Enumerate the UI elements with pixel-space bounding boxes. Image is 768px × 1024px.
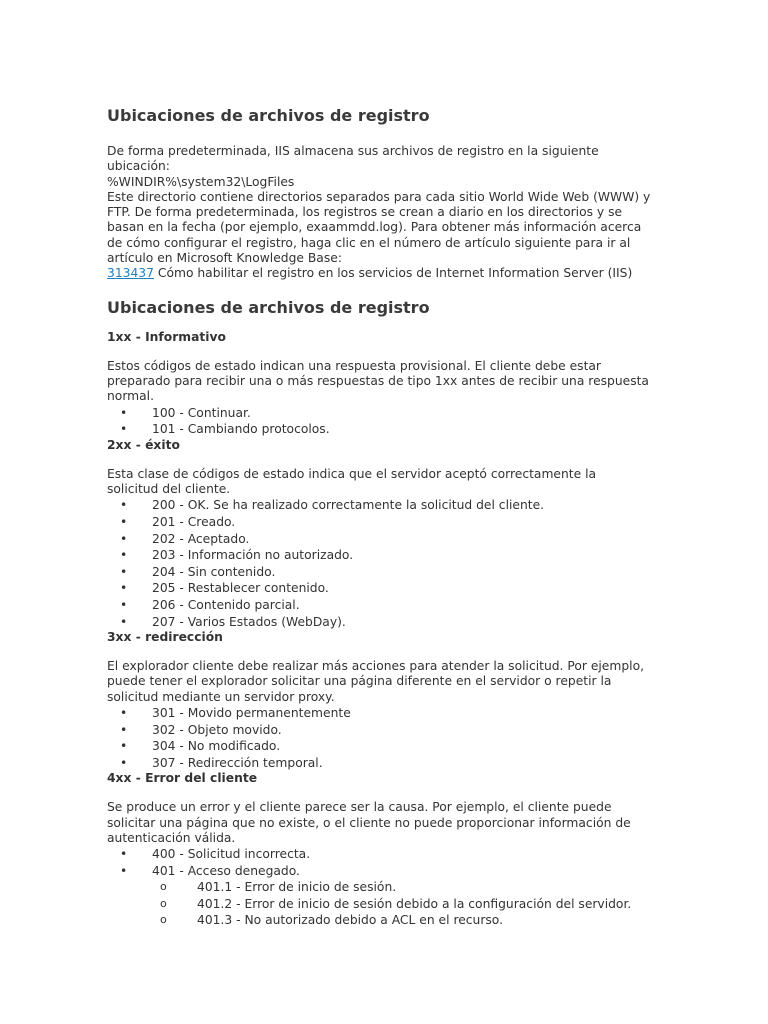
bullet: • bbox=[120, 514, 128, 529]
bullet: • bbox=[120, 739, 128, 754]
section-title-log-locations: Ubicaciones de archivos de registro bbox=[107, 106, 430, 125]
group-desc-line: solicitud mediante un servidor proxy. bbox=[107, 689, 335, 704]
bullet: • bbox=[120, 498, 128, 513]
sub-bullet: o bbox=[160, 880, 167, 894]
group-heading-2xx: 2xx - éxito bbox=[107, 437, 180, 452]
paragraph-line: de cómo configurar el registro, haga clic en el número de artículo siguiente para ir al bbox=[107, 235, 631, 250]
bullet: • bbox=[120, 581, 128, 596]
group-desc-line: solicitar una página que no existe, o el cliente no puede proporcionar información de bbox=[107, 815, 631, 830]
list-item: • 304 - No modificado. bbox=[120, 739, 281, 754]
bullet: • bbox=[120, 564, 128, 579]
list-item: • 307 - Redirección temporal. bbox=[120, 755, 323, 770]
paragraph-line: artículo en Microsoft Knowledge Base: bbox=[107, 251, 342, 266]
bullet: • bbox=[120, 405, 128, 420]
paragraph-line: basan en la fecha (por ejemplo, exaammdd.log). Para obtener más información acerca bbox=[107, 220, 642, 235]
group-desc-line: Esta clase de códigos de estado indica que el servidor aceptó correctamente la bbox=[107, 466, 597, 481]
group-desc-line: solicitud del cliente. bbox=[107, 482, 231, 497]
paragraph-line: FTP. De forma predeterminada, los registros se crean a diario en los directorios y se bbox=[107, 205, 623, 220]
list-item: • 101 - Cambiando protocolos. bbox=[120, 422, 330, 437]
list-item: • 205 - Restablecer contenido. bbox=[120, 581, 329, 596]
list-item: • 200 - OK. Se ha realizado correctamente la solicitud del cliente. bbox=[120, 498, 545, 513]
bullet: • bbox=[120, 548, 128, 563]
sub-list-item: o 401.1 - Error de inicio de sesión. bbox=[160, 880, 397, 895]
group-heading-3xx: 3xx - redirección bbox=[107, 630, 223, 645]
group-heading-4xx: 4xx - Error del cliente bbox=[107, 771, 258, 786]
sub-list-item: o 401.3 - No autorizado debido a ACL en el recurso. bbox=[160, 912, 504, 927]
bullet: • bbox=[120, 755, 128, 770]
list-item: • 207 - Varios Estados (WebDay). bbox=[120, 614, 346, 629]
bullet: • bbox=[120, 614, 128, 629]
group-desc-line: normal. bbox=[107, 389, 154, 404]
bullet: • bbox=[120, 847, 128, 862]
status-list-3xx bbox=[107, 705, 667, 771]
sub-bullet: o bbox=[160, 896, 167, 910]
group-heading-1xx: 1xx - Informativo bbox=[107, 329, 226, 344]
paragraph-line: ubicación: bbox=[107, 159, 170, 174]
list-item: • 301 - Movido permanentemente bbox=[120, 705, 351, 720]
paragraph-line: De forma predeterminada, IIS almacena sus archivos de registro en la siguiente bbox=[107, 144, 599, 158]
log-path: %WINDIR%\system32\LogFiles bbox=[107, 174, 295, 189]
list-item: • 203 - Información no autorizado. bbox=[120, 548, 354, 563]
bullet: • bbox=[120, 705, 128, 720]
status-list-1xx bbox=[107, 405, 667, 438]
list-item: • 202 - Aceptado. bbox=[120, 531, 250, 546]
list-item: • 302 - Objeto movido. bbox=[120, 722, 282, 737]
group-desc-line: Se produce un error y el cliente parece ser la causa. Por ejemplo, el cliente puede bbox=[107, 800, 612, 815]
group-desc-line: El explorador cliente debe realizar más acciones para atender la solicitud. Por ejemplo, bbox=[107, 659, 645, 674]
list-item: • 100 - Continuar. bbox=[120, 405, 251, 420]
status-list-2xx bbox=[107, 497, 667, 630]
list-item: • 400 - Solicitud incorrecta. bbox=[120, 847, 311, 862]
list-item: • 401 - Acceso denegado. bbox=[120, 863, 300, 878]
group-desc-line: puede tener el explorador solicitar una página diferente en el servidor o repetir la bbox=[107, 674, 612, 689]
group-desc-line: autenticación válida. bbox=[107, 830, 236, 845]
section-title-status-codes: Ubicaciones de archivos de registro bbox=[107, 297, 430, 317]
sub-bullet: o bbox=[160, 912, 167, 926]
bullet: • bbox=[120, 422, 128, 437]
group-desc-line: preparado para recibir una o más respuestas de tipo 1xx antes de recibir una respuesta bbox=[107, 373, 649, 388]
status-list-4xx bbox=[107, 846, 667, 928]
paragraph-line: Este directorio contiene directorios separados para cada sitio World Wide Web (WWW) y bbox=[107, 189, 651, 204]
bullet: • bbox=[120, 722, 128, 737]
bullet: • bbox=[120, 531, 128, 546]
bullet: • bbox=[120, 863, 128, 878]
list-item: • 206 - Contenido parcial. bbox=[120, 597, 300, 612]
kb-article-text: Cómo habilitar el registro en los servicios de Internet Information Server (IIS) bbox=[153, 266, 633, 281]
sub-list-item: o 401.2 - Error de inicio de sesión debido a la configuración del servidor. bbox=[160, 896, 632, 911]
list-item: • 201 - Creado. bbox=[120, 514, 236, 529]
group-desc-line: Estos códigos de estado indican una respuesta provisional. El cliente debe estar bbox=[107, 358, 601, 373]
kb-article-link[interactable]: 313437 bbox=[107, 266, 154, 281]
list-item: • 204 - Sin contenido. bbox=[120, 564, 276, 579]
kb-reference bbox=[107, 266, 667, 281]
document-body bbox=[107, 106, 667, 928]
bullet: • bbox=[120, 597, 128, 612]
